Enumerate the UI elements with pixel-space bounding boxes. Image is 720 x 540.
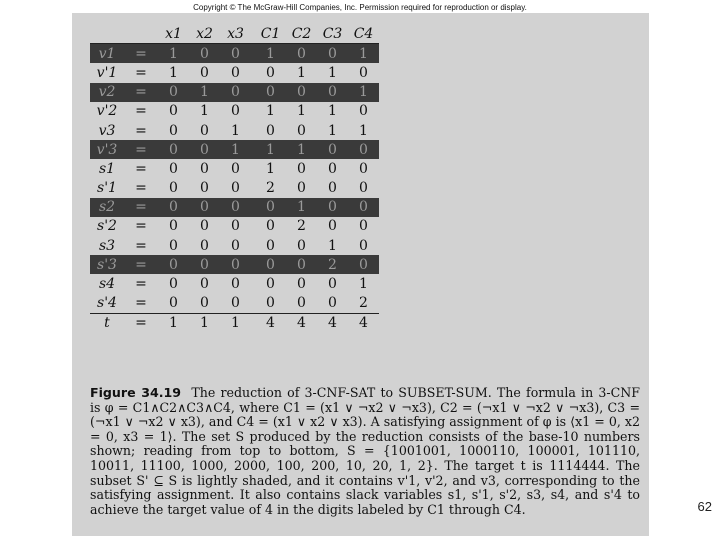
cell-value: 1 (328, 122, 337, 139)
cell-value: 0 (297, 160, 306, 177)
cell-value: 0 (158, 198, 189, 217)
row-label: s4 (98, 276, 116, 293)
equals-sign: = (124, 83, 158, 102)
cell-value: 0 (189, 255, 220, 274)
scanned-figure (72, 13, 649, 536)
row-label: v'2 (96, 103, 118, 120)
cell-value: 0 (231, 64, 240, 81)
cell-value: 0 (359, 160, 368, 177)
cell-value: 0 (286, 255, 317, 274)
cell-value: 0 (359, 218, 368, 235)
column-header: C3 (322, 25, 343, 42)
cell-value: 0 (255, 83, 286, 102)
cell-value: 4 (297, 315, 306, 332)
cell-value: 0 (255, 198, 286, 217)
cell-value: 1 (189, 83, 220, 102)
equals-sign: = (135, 160, 147, 177)
cell-value: 1 (348, 44, 379, 64)
copyright-notice: Copyright © The McGraw-Hill Companies, Inc. Permission required for reproduction or display. (193, 3, 527, 12)
column-header: x3 (227, 25, 244, 42)
row-label: v3 (98, 122, 116, 139)
cell-value: 0 (231, 276, 240, 293)
cell-value: 0 (231, 295, 240, 312)
cell-value: 0 (169, 180, 178, 197)
cell-value: 1 (359, 276, 368, 293)
equals-sign: = (135, 122, 147, 139)
cell-value: 0 (359, 180, 368, 197)
cell-value: 2 (317, 255, 348, 274)
cell-value: 0 (169, 237, 178, 254)
table-header-row (90, 24, 379, 44)
table-row (90, 236, 379, 255)
row-label: t (104, 315, 110, 332)
cell-value: 0 (266, 122, 275, 139)
table-row (90, 255, 379, 274)
cell-value: 0 (200, 122, 209, 139)
table-row (90, 83, 379, 102)
reduction-table (90, 24, 379, 333)
column-header: C4 (353, 25, 374, 42)
figure-label: Figure 34.19 (90, 385, 182, 400)
cell-value: 0 (220, 255, 251, 274)
row-label: v2 (90, 83, 124, 102)
cell-value: 1 (200, 103, 209, 120)
equals-sign: = (135, 237, 147, 254)
table-row (90, 294, 379, 314)
cell-value: 0 (286, 83, 317, 102)
table-row (90, 198, 379, 217)
cell-value: 0 (200, 295, 209, 312)
row-label: s'2 (97, 218, 117, 235)
cell-value: 0 (220, 83, 251, 102)
equals-sign: = (135, 103, 147, 120)
row-label: s2 (90, 198, 124, 217)
cell-value: 0 (200, 64, 209, 81)
cell-value: 0 (220, 44, 251, 64)
row-label: v1 (90, 44, 124, 64)
equals-sign: = (135, 276, 147, 293)
cell-value: 2 (266, 180, 275, 197)
cell-value: 0 (266, 237, 275, 254)
table-row (90, 44, 379, 64)
cell-value: 0 (169, 295, 178, 312)
cell-value: 0 (328, 218, 337, 235)
cell-value: 0 (359, 64, 368, 81)
cell-value: 1 (286, 198, 317, 217)
row-label: s'4 (97, 295, 117, 312)
cell-value: 1 (231, 122, 240, 139)
cell-value: 4 (328, 315, 337, 332)
equals-sign: = (124, 44, 158, 64)
table-row (90, 102, 379, 121)
cell-value: 1 (158, 44, 189, 64)
row-label: s'1 (97, 180, 117, 197)
cell-value: 0 (231, 237, 240, 254)
equals-sign: = (135, 315, 147, 332)
cell-value: 1 (359, 122, 368, 139)
table-row (90, 140, 379, 159)
cell-value: 0 (255, 255, 286, 274)
table-row (90, 217, 379, 236)
cell-value: 0 (169, 218, 178, 235)
equals-sign: = (135, 295, 147, 312)
equals-sign: = (124, 255, 158, 274)
cell-value: 2 (297, 218, 306, 235)
table-row (90, 179, 379, 198)
equals-sign: = (124, 198, 158, 217)
cell-value: 0 (169, 122, 178, 139)
cell-value: 0 (266, 295, 275, 312)
cell-value: 0 (348, 140, 379, 159)
cell-value: 0 (317, 83, 348, 102)
cell-value: 1 (255, 44, 286, 64)
column-header: x2 (196, 25, 213, 42)
column-header: C1 (260, 25, 281, 42)
slide-number: 62 (697, 499, 712, 514)
cell-value: 1 (328, 237, 337, 254)
equals-sign: = (135, 218, 147, 235)
cell-value: 1 (266, 103, 275, 120)
table-row (90, 274, 379, 293)
cell-value: 1 (231, 315, 240, 332)
cell-value: 0 (231, 160, 240, 177)
sum-row (90, 313, 379, 333)
cell-value: 0 (189, 198, 220, 217)
cell-value: 0 (297, 122, 306, 139)
cell-value: 1 (220, 140, 251, 159)
cell-value: 0 (297, 295, 306, 312)
equals-sign: = (135, 64, 147, 81)
cell-value: 1 (286, 140, 317, 159)
column-header: x1 (165, 25, 182, 42)
cell-value: 0 (328, 160, 337, 177)
cell-value: 4 (359, 315, 368, 332)
cell-value: 1 (328, 64, 337, 81)
cell-value: 0 (359, 237, 368, 254)
cell-value: 0 (266, 218, 275, 235)
cell-value: 1 (169, 315, 178, 332)
cell-value: 0 (348, 198, 379, 217)
cell-value: 1 (297, 64, 306, 81)
cell-value: 0 (169, 160, 178, 177)
cell-value: 0 (231, 103, 240, 120)
cell-value: 1 (255, 140, 286, 159)
cell-value: 0 (200, 180, 209, 197)
equals-sign: = (124, 140, 158, 159)
cell-value: 1 (200, 315, 209, 332)
cell-value: 0 (328, 295, 337, 312)
caption-text: The reduction of 3-CNF-SAT to SUBSET-SUM. The formula in 3-CNF is φ = C1∧C2∧C3∧C4, where C1 = (x1 ∨ ¬x2 ∨ ¬x3), C2 = (¬x1 ∨ ¬x2 ∨ ¬x3), C3 = (¬x1 ∨ ¬x2 ∨ x3), and C4 = (x1 ∨ x2 ∨ x3). A satisfying assignment of φ is ⟨x1 = 0, x2 = 0, x3 = 1⟩. The set S produced by the reduction consists of the base-10 numbers shown; reading from top to bottom, S = {1001001, 1000110, 100001, 101110, 10011, 11100, 1000, 2000, 100, 200, 10, 20, 1, 2}. The target t is 1114444. The subset S' ⊆ S is lightly shaded, and it contains v'1, v'2, and v3, corresponding to the satisfying assignment. It also contains slack variables s1, s'1, s'2, s3, s4, and s'4 to achieve the target value of 4 in the digits labeled by C1 through C4. (90, 385, 641, 517)
cell-value: 0 (359, 103, 368, 120)
cell-value: 1 (266, 160, 275, 177)
equals-sign: = (135, 180, 147, 197)
row-label: s1 (98, 160, 116, 177)
cell-value: 0 (266, 276, 275, 293)
cell-value: 0 (158, 83, 189, 102)
cell-value: 0 (158, 140, 189, 159)
cell-value: 0 (297, 237, 306, 254)
cell-value: 0 (200, 237, 209, 254)
cell-value: 0 (231, 218, 240, 235)
cell-value: 0 (317, 198, 348, 217)
cell-value: 0 (231, 180, 240, 197)
cell-value: 0 (328, 180, 337, 197)
cell-value: 0 (158, 255, 189, 274)
cell-value: 1 (348, 83, 379, 102)
cell-value: 0 (169, 103, 178, 120)
cell-value: 0 (297, 276, 306, 293)
header-spacer (90, 24, 124, 44)
cell-value: 0 (328, 276, 337, 293)
cell-value: 0 (200, 218, 209, 235)
cell-value: 1 (169, 64, 178, 81)
table-row (90, 159, 379, 178)
row-label: s3 (98, 237, 116, 254)
cell-value: 0 (266, 64, 275, 81)
cell-value: 0 (317, 44, 348, 64)
table-row (90, 63, 379, 82)
cell-value: 0 (200, 276, 209, 293)
cell-value: 0 (200, 160, 209, 177)
table-body (90, 44, 379, 333)
figure-caption (90, 386, 640, 517)
header-spacer (124, 24, 158, 44)
row-label: v'3 (90, 140, 124, 159)
cell-value: 0 (189, 140, 220, 159)
cell-value: 1 (297, 103, 306, 120)
cell-value: 0 (297, 180, 306, 197)
row-label: s'3 (90, 255, 124, 274)
cell-value: 0 (348, 255, 379, 274)
cell-value: 0 (317, 140, 348, 159)
table-row (90, 121, 379, 140)
column-header: C2 (291, 25, 312, 42)
cell-value: 0 (189, 44, 220, 64)
cell-value: 4 (266, 315, 275, 332)
cell-value: 1 (328, 103, 337, 120)
cell-value: 0 (286, 44, 317, 64)
row-label: v'1 (96, 64, 118, 81)
cell-value: 0 (169, 276, 178, 293)
cell-value: 2 (359, 295, 368, 312)
cell-value: 0 (220, 198, 251, 217)
